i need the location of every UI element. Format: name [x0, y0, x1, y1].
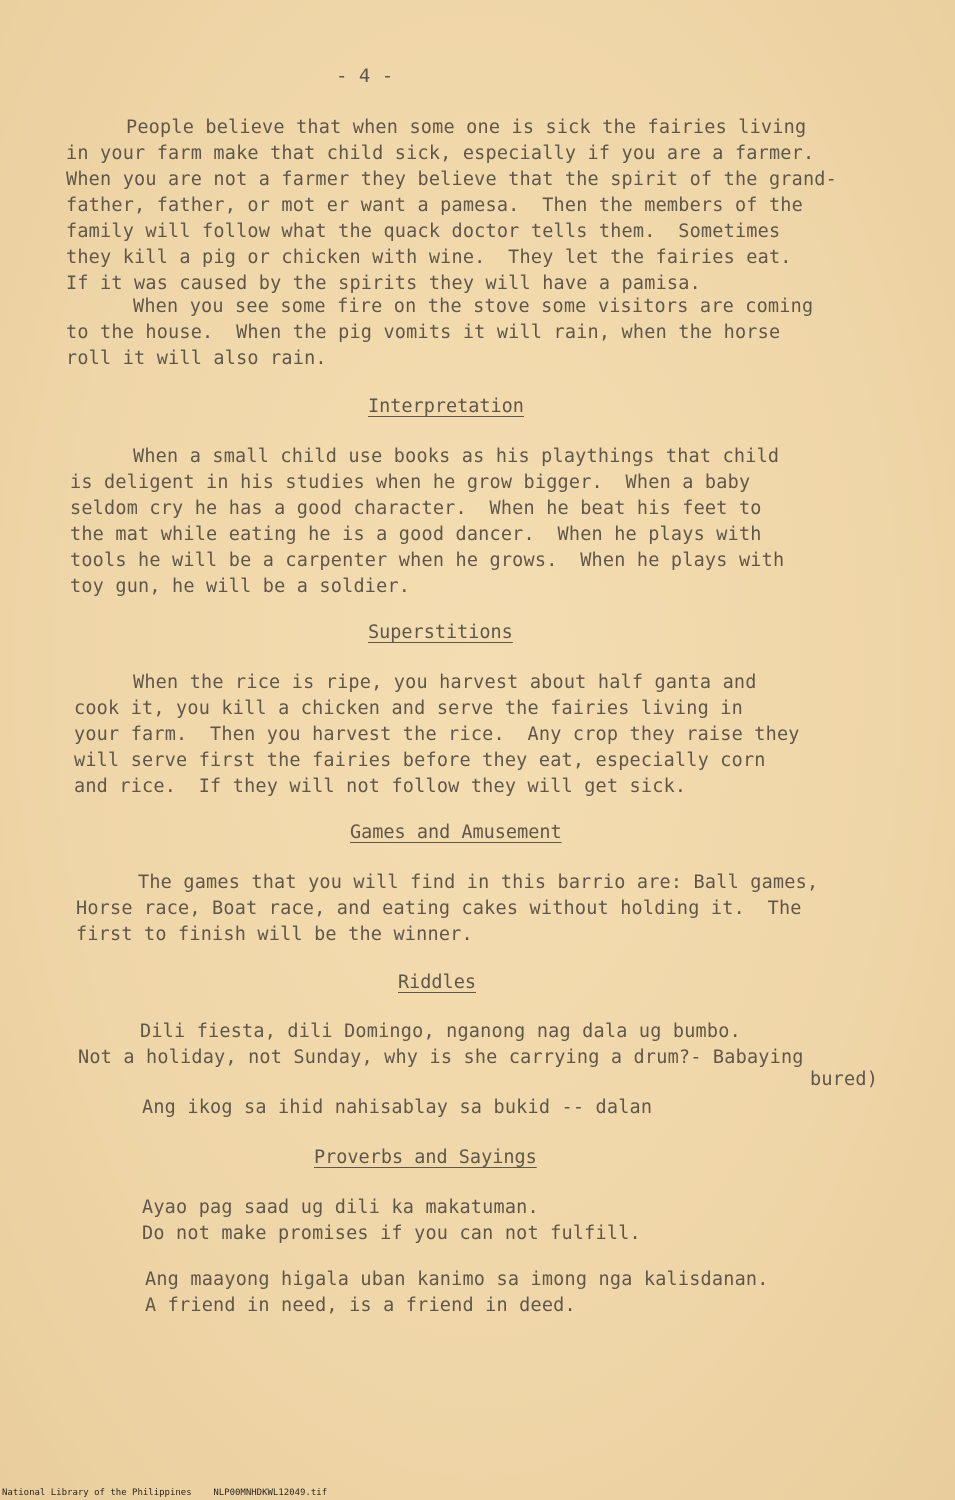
- section-heading-proverbs: Proverbs and Sayings: [314, 1147, 537, 1168]
- paragraph-line: cook it, you kill a chicken and serve the fairies living in: [74, 698, 743, 719]
- paragraph-line: When you are not a farmer they believe that the spirit of the grand-: [66, 169, 837, 190]
- proverb-translation: Do not make promises if you can not fulfill.: [142, 1223, 641, 1244]
- proverb-text: Ayao pag saad ug dili ka makatuman.: [142, 1197, 539, 1218]
- paragraph-line: is deligent in his studies when he grow bigger. When a baby: [70, 472, 751, 493]
- riddle-text: Ang ikog sa ihid nahisablay sa bukid -- dalan: [142, 1097, 653, 1118]
- section-heading-superstitions: Superstitions: [368, 622, 513, 643]
- paragraph-line: tools he will be a carpenter when he grows. When he plays with: [70, 550, 785, 571]
- footer-caption: National Library of the Philippines NLP00MNHDKWL12049.tif: [2, 1488, 328, 1498]
- page-number: - 4 -: [336, 65, 394, 87]
- paragraph-line: If it was caused by the spirits they will have a pamisa.: [66, 273, 701, 294]
- paragraph-line: in your farm make that child sick, especially if you are a farmer.: [66, 143, 815, 164]
- paragraph-line: will serve first the fairies before they eat, especially corn: [74, 750, 766, 771]
- paragraph-line: to the house. When the pig vomits it will rain, when the horse: [66, 322, 781, 343]
- paragraph-line: and rice. If they will not follow they will get sick.: [74, 776, 687, 797]
- paragraph-line: family will follow what the quack doctor tells them. Sometimes: [66, 221, 781, 242]
- paragraph-line: People believe that when some one is sick the fairies living: [126, 117, 807, 138]
- paragraph-line: the mat while eating he is a good dancer. When he plays with: [70, 524, 762, 545]
- paragraph-line: When you see some fire on the stove some visitors are coming: [133, 296, 814, 317]
- paragraph-line: When the rice is ripe, you harvest about half ganta and: [133, 672, 757, 693]
- riddle-text: Dili fiesta, dili Domingo, nganong nag dala ug bumbo.: [140, 1021, 741, 1042]
- paragraph-line: father, father, or mot er want a pamesa. Then the members of the: [66, 195, 803, 216]
- proverb-translation: A friend in need, is a friend in deed.: [145, 1295, 576, 1316]
- paragraph-line: toy gun, he will be a soldier.: [70, 576, 411, 597]
- paragraph-line: The games that you will find in this barrio are: Ball games,: [138, 872, 819, 893]
- paragraph-line: they kill a pig or chicken with wine. They let the fairies eat.: [66, 247, 792, 268]
- riddle-translation-cont: bured): [810, 1069, 879, 1090]
- riddle-translation: Not a holiday, not Sunday, why is she carrying a drum?- Babaying: [78, 1047, 804, 1068]
- paragraph-line: seldom cry he has a good character. When he beat his feet to: [70, 498, 762, 519]
- paragraph-line: first to finish will be the winner.: [76, 924, 473, 945]
- paragraph-line: Horse race, Boat race, and eating cakes without holding it. The: [76, 898, 802, 919]
- section-heading-interpretation: Interpretation: [368, 396, 524, 417]
- section-heading-games: Games and Amusement: [350, 822, 562, 843]
- section-heading-riddles: Riddles: [398, 972, 476, 993]
- paragraph-line: roll it will also rain.: [66, 348, 327, 369]
- proverb-text: Ang maayong higala uban kanimo sa imong nga kalisdanan.: [145, 1269, 769, 1290]
- paragraph-line: your farm. Then you harvest the rice. Any crop they raise they: [74, 724, 800, 745]
- paragraph-line: When a small child use books as his playthings that child: [133, 446, 780, 467]
